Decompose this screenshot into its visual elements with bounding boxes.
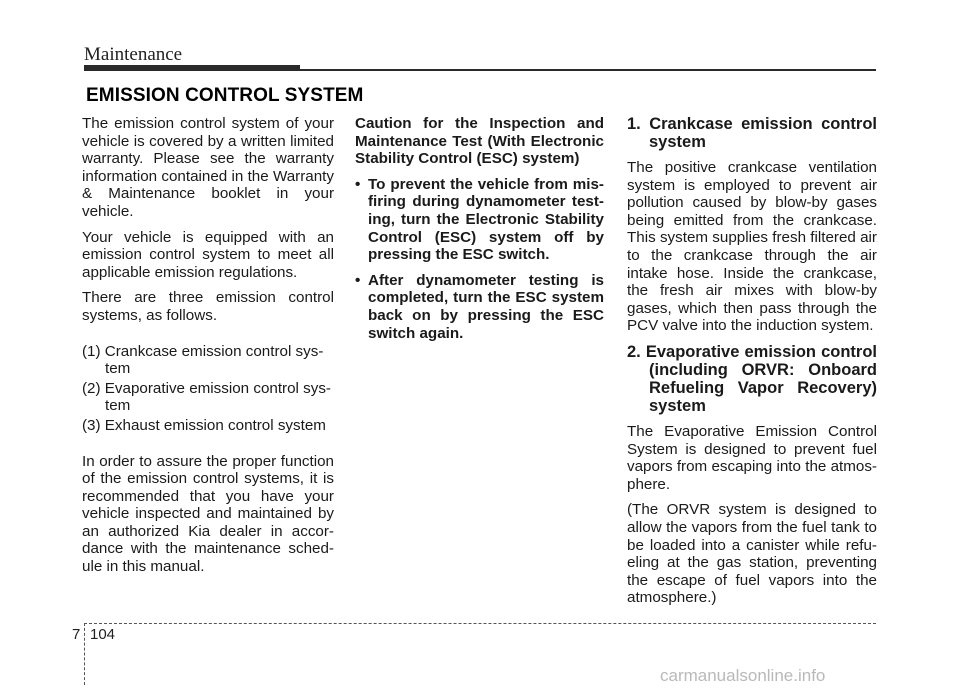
- systems-paragraph: There are three emission control systems, as follows.: [82, 289, 334, 324]
- bullet-item: • After dynamometer testing is completed, turn the ESC system back on by pressing the ESC switch again.: [355, 271, 604, 342]
- bullet-icon: •: [355, 271, 361, 289]
- page-number: 104: [90, 626, 116, 643]
- maintenance-paragraph: In order to assure the proper function of the emission control systems, it is recommended that you have your vehicle inspected and maintained by an authorized Kia dealer in accor-dance with the maintenance sched-ule in this manual.: [82, 452, 334, 576]
- footer-rule: [84, 623, 876, 624]
- subsection-heading: 1. Crankcase emission control system: [627, 115, 877, 151]
- header-title: Maintenance: [84, 44, 183, 65]
- chapter-number: 7: [72, 626, 81, 643]
- header-rule-thick: [84, 65, 300, 71]
- equipment-paragraph: Your vehicle is equipped with an emission control system to meet all applicable emission regulations.: [82, 228, 334, 281]
- section-title: EMISSION CONTROL SYSTEM: [86, 85, 364, 106]
- column-3: [627, 115, 877, 615]
- orvr-paragraph: (The ORVR system is designed to allow the vapors from the fuel tank to be loaded into a canister while refu-eling at the gas station, preventing the escape of fuel vapors into the atmosphere.): [627, 501, 877, 607]
- list-item: (3) Exhaust emission control system: [82, 416, 326, 434]
- caution-title: Caution for the Inspection and Maintenance Test (With Electronic Stability Control (ESC) system): [355, 115, 604, 168]
- intro-paragraph: The emission control system of your vehicle is covered by a written limited warranty. Please see the warranty information contained in the Warranty & Maintenance booklet in your vehicle.: [82, 115, 334, 220]
- column-1: [82, 115, 334, 584]
- footer-vertical-rule: [84, 623, 85, 685]
- bullet-icon: •: [355, 175, 361, 193]
- subsection-heading: 2. Evaporative emission control (including ORVR: Onboard Refueling Vapor Recovery) system: [627, 342, 877, 415]
- list-item: (2) Evaporative emission control sys-tem: [82, 379, 331, 415]
- header-rule-thin: [300, 69, 876, 71]
- column-2: [355, 115, 604, 350]
- crankcase-paragraph: The positive crankcase ventilation system is employed to prevent air pollution caused by blow-by gases being emitted from the crankcase. This system supplies fresh filtered air to the crankcase through the air intake hose. Inside the crankcase, the fresh air mixes with blow-by gases, which then pass through the PCV valve into the induction system.: [627, 159, 877, 335]
- watermark: carmanualsonline.info: [660, 666, 826, 685]
- evaporative-paragraph: The Evaporative Emission Control System is designed to prevent fuel vapors from escaping into the atmos-phere.: [627, 422, 877, 493]
- list-item: (1) Crankcase emission control sys-tem: [82, 342, 324, 378]
- bullet-item: • To prevent the vehicle from mis-firing during dynamometer test-ing, turn the Electronic Stability Control (ESC) system off by pressing the ESC switch.: [355, 175, 604, 264]
